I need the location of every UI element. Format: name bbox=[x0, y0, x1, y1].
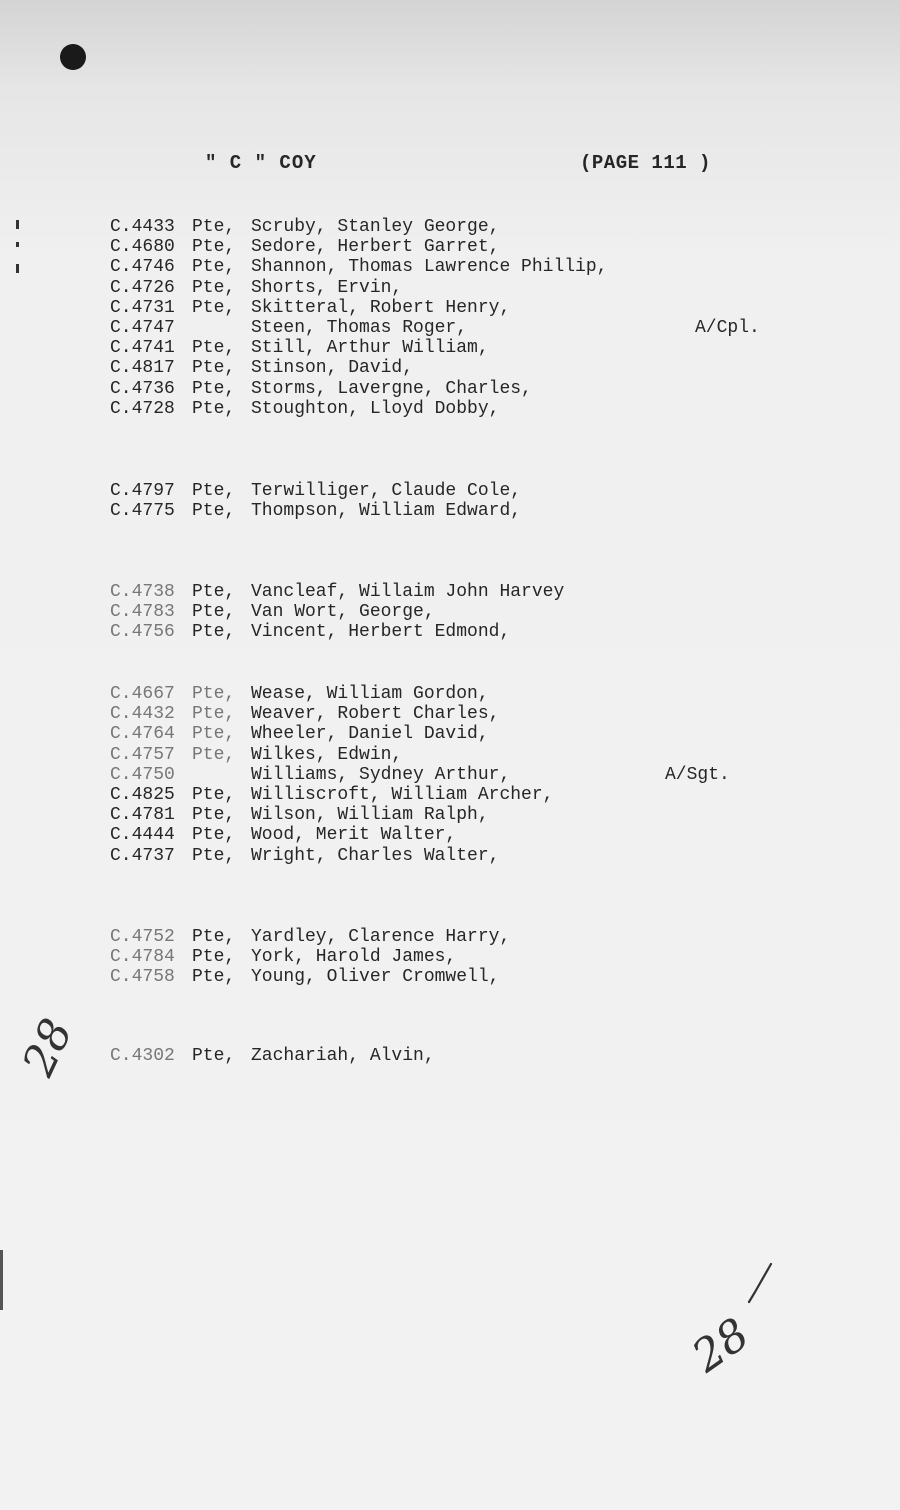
soldier-name: Yardley, Clarence Harry, bbox=[251, 927, 511, 947]
check-mark-icon bbox=[745, 1262, 775, 1308]
rank: Pte, bbox=[192, 784, 236, 805]
punch-hole bbox=[60, 44, 86, 70]
regimental-number: C.4757 bbox=[110, 744, 175, 765]
rank: Pte, bbox=[192, 217, 236, 237]
soldier-name: Terwilliger, Claude Cole, bbox=[251, 481, 522, 501]
regimental-number: C.4728 bbox=[110, 398, 175, 419]
regimental-number: C.4775 bbox=[110, 501, 175, 522]
margin-mark bbox=[16, 264, 19, 273]
regimental-number: C.4781 bbox=[110, 805, 175, 826]
regimental-number: C.4825 bbox=[110, 784, 175, 805]
rank: Pte, bbox=[192, 277, 236, 298]
soldier-name: Van Wort, George, bbox=[251, 602, 435, 623]
soldier-name: Weaver, Robert Charles, bbox=[251, 704, 500, 725]
rank: Pte, bbox=[192, 845, 236, 866]
soldier-name: Still, Arthur William, bbox=[251, 338, 489, 359]
regimental-number: C.4432 bbox=[110, 704, 175, 725]
soldier-name: Wease, William Gordon, bbox=[251, 684, 489, 704]
soldier-name: Stinson, David, bbox=[251, 358, 414, 379]
regimental-number: C.4738 bbox=[110, 582, 175, 602]
soldier-name: Wilkes, Edwin, bbox=[251, 744, 403, 765]
rank: Pte, bbox=[192, 378, 236, 399]
rank: Pte, bbox=[192, 237, 236, 258]
rank: Pte, bbox=[192, 501, 236, 522]
regimental-number: C.4680 bbox=[110, 237, 175, 258]
rank: Pte, bbox=[192, 704, 236, 725]
soldier-name: Scruby, Stanley George, bbox=[251, 217, 500, 237]
rank: Pte, bbox=[192, 622, 236, 643]
regimental-number: C.4752 bbox=[110, 927, 175, 947]
regimental-number: C.4764 bbox=[110, 724, 175, 745]
soldier-name: Williscroft, William Archer, bbox=[251, 784, 554, 805]
company-heading: " C " COY bbox=[205, 152, 317, 174]
rank: Pte, bbox=[192, 297, 236, 318]
rank: Pte, bbox=[192, 825, 236, 846]
page-number: (PAGE 111 ) bbox=[580, 152, 711, 174]
rank: Pte, bbox=[192, 481, 236, 501]
rank: Pte, bbox=[192, 257, 236, 278]
regimental-number: C.4797 bbox=[110, 481, 175, 501]
rank: Pte, bbox=[192, 805, 236, 826]
rank: Pte, bbox=[192, 338, 236, 359]
regimental-number: C.4756 bbox=[110, 622, 175, 643]
regimental-number: C.4747 bbox=[110, 317, 175, 338]
rank: Pte, bbox=[192, 967, 236, 988]
soldier-name: Vincent, Herbert Edmond, bbox=[251, 622, 511, 643]
regimental-number: C.4737 bbox=[110, 845, 175, 866]
regimental-number: C.4667 bbox=[110, 684, 175, 704]
appointment: A/Sgt. bbox=[665, 764, 730, 785]
rank: Pte, bbox=[192, 927, 236, 947]
soldier-name: Thompson, William Edward, bbox=[251, 501, 522, 522]
rank: Pte, bbox=[192, 398, 236, 419]
regimental-number: C.4444 bbox=[110, 825, 175, 846]
regimental-number: C.4726 bbox=[110, 277, 175, 298]
soldier-name: Stoughton, Lloyd Dobby, bbox=[251, 398, 500, 419]
soldier-name: Storms, Lavergne, Charles, bbox=[251, 378, 532, 399]
edge-mark bbox=[0, 1250, 3, 1310]
regimental-number: C.4433 bbox=[110, 217, 175, 237]
regimental-number: C.4758 bbox=[110, 967, 175, 988]
soldier-name: Young, Oliver Cromwell, bbox=[251, 967, 500, 988]
rank: Pte, bbox=[192, 947, 236, 968]
soldier-name: Zachariah, Alvin, bbox=[251, 1046, 435, 1066]
appointment: A/Cpl. bbox=[695, 317, 760, 338]
regimental-number: C.4746 bbox=[110, 257, 175, 278]
soldier-name: Shannon, Thomas Lawrence Phillip, bbox=[251, 257, 608, 278]
soldier-name: Vancleaf, Willaim John Harvey bbox=[251, 582, 565, 602]
soldier-name: Sedore, Herbert Garret, bbox=[251, 237, 500, 258]
soldier-name: Wilson, William Ralph, bbox=[251, 805, 489, 826]
regimental-number: C.4731 bbox=[110, 297, 175, 318]
regimental-number: C.4783 bbox=[110, 602, 175, 623]
rank: Pte, bbox=[192, 582, 236, 602]
rank: Pte, bbox=[192, 684, 236, 704]
margin-mark bbox=[16, 242, 19, 247]
rank: Pte, bbox=[192, 602, 236, 623]
soldier-name: Wheeler, Daniel David, bbox=[251, 724, 489, 745]
soldier-name: Williams, Sydney Arthur, bbox=[251, 764, 511, 785]
handwritten-count-right: 28 bbox=[683, 1308, 759, 1383]
regimental-number: C.4736 bbox=[110, 378, 175, 399]
margin-mark bbox=[16, 220, 19, 229]
soldier-name: Steen, Thomas Roger, bbox=[251, 317, 468, 338]
regimental-number: C.4784 bbox=[110, 947, 175, 968]
regimental-number: C.4302 bbox=[110, 1046, 175, 1066]
handwritten-count-left: 28 bbox=[13, 1011, 83, 1084]
rank: Pte, bbox=[192, 358, 236, 379]
soldier-name: Shorts, Ervin, bbox=[251, 277, 403, 298]
regimental-number: C.4750 bbox=[110, 764, 175, 785]
soldier-name: Skitteral, Robert Henry, bbox=[251, 297, 511, 318]
rank: Pte, bbox=[192, 744, 236, 765]
regimental-number: C.4817 bbox=[110, 358, 175, 379]
soldier-name: York, Harold James, bbox=[251, 947, 457, 968]
soldier-name: Wood, Merit Walter, bbox=[251, 825, 457, 846]
regimental-number: C.4741 bbox=[110, 338, 175, 359]
rank: Pte, bbox=[192, 724, 236, 745]
rank: Pte, bbox=[192, 1046, 236, 1066]
soldier-name: Wright, Charles Walter, bbox=[251, 845, 500, 866]
